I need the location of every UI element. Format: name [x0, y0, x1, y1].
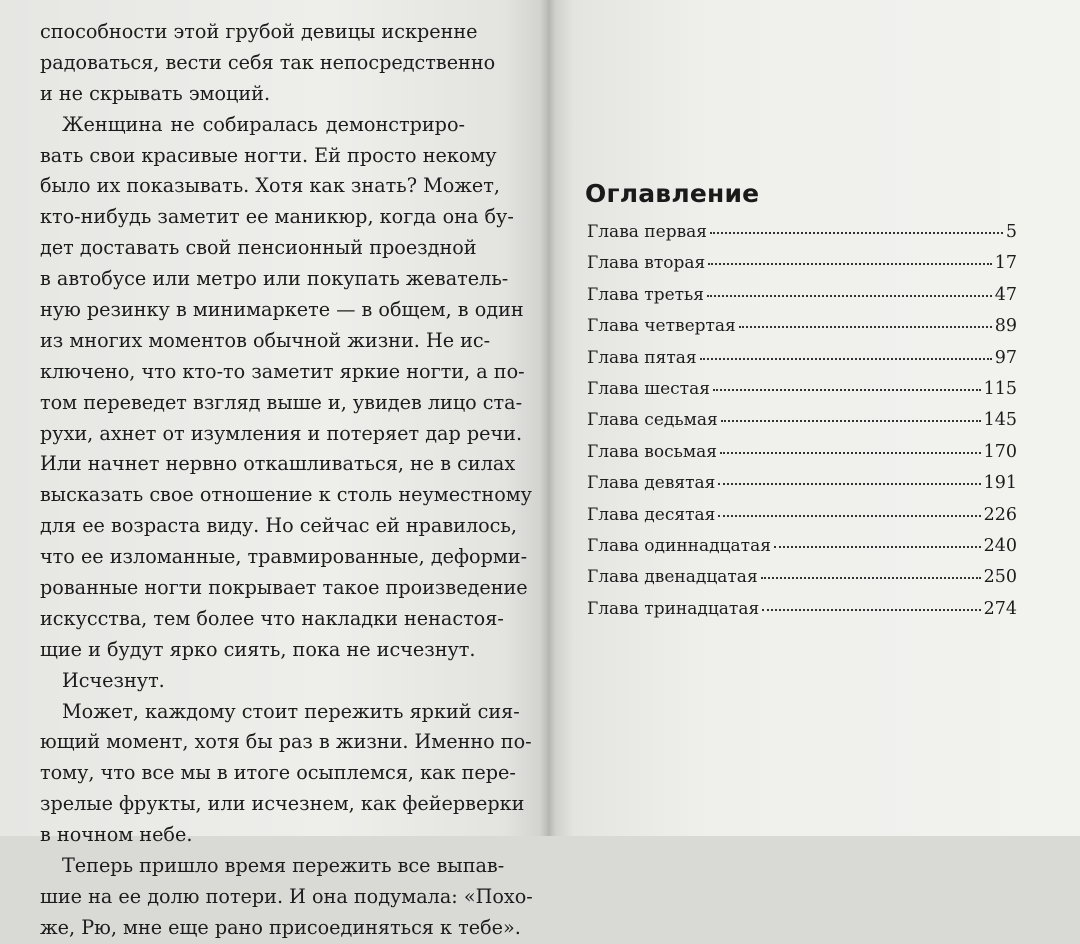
toc-entry-page: 170: [983, 441, 1017, 462]
toc-entry: [587, 505, 1017, 536]
text-line: Исчезнут.: [62, 668, 165, 692]
text-line: Может, каждому стоит пережить яркий сия-: [62, 699, 520, 723]
toc-leader-dots: [700, 357, 992, 360]
toc-entry: [587, 442, 1017, 473]
toc-leader-dots: [761, 576, 981, 579]
text-line: тому, что все мы в итоге осыплемся, как пере-: [40, 761, 516, 785]
text-line: же, Рю, мне еще рано присоединяться к тебе».: [40, 915, 521, 939]
toc-leader-dots: [762, 608, 980, 611]
toc-entry: [587, 473, 1017, 504]
text-line: Или начнет нервно откашливаться, не в силах: [40, 452, 516, 476]
toc-entry-label: Глава одиннадцатая: [587, 535, 771, 556]
toc-entry-label: Глава шестая: [587, 378, 710, 399]
text-line: из многих моментов обычной жизни. Не ис-: [40, 328, 491, 352]
text-line: искусства, тем более что накладки ненастоя-: [40, 606, 504, 630]
toc-entry-page: 17: [994, 253, 1017, 274]
toc-leader-dots: [708, 262, 991, 265]
toc-entry-page: 274: [983, 598, 1017, 619]
toc-entry: [587, 253, 1017, 284]
text-line: вать свои красивые ногти. Ей просто некому: [40, 143, 497, 167]
toc-entry: [587, 285, 1017, 316]
toc-entry-label: Глава вторая: [587, 253, 706, 274]
toc-entry-label: Глава первая: [587, 222, 708, 242]
text-line: рухи, ахнет от изумления и потеряет дар речи.: [40, 421, 523, 445]
toc-leader-dots: [713, 388, 981, 391]
text-line: Женщина не собиралась демонстриро-: [62, 112, 465, 136]
toc-list: [587, 222, 1017, 630]
toc-entry-label: Глава четвертая: [587, 316, 736, 337]
toc-entry-label: Глава девятая: [587, 473, 716, 494]
toc-leader-dots: [710, 231, 1003, 234]
text-line: способности этой грубой девицы искренне: [40, 20, 478, 43]
toc-title: Оглавление: [585, 179, 760, 208]
text-line: зрелые фрукты, или исчезнем, как фейерверки: [40, 792, 525, 816]
toc-entry-label: Глава тринадцатая: [587, 598, 760, 619]
body-text: [40, 17, 533, 944]
text-line: кто-нибудь заметит ее маникюр, когда она бу-: [40, 205, 514, 229]
toc-entry-label: Глава третья: [587, 284, 705, 305]
text-line: и не скрывать эмоций.: [40, 81, 271, 105]
toc-entry-label: Глава пятая: [587, 347, 697, 368]
toc-leader-dots: [721, 419, 981, 422]
text-line: что ее изломанные, травмированные, деформи-: [40, 545, 528, 569]
toc-entry: [587, 410, 1017, 441]
toc-entry-page: 47: [994, 284, 1017, 305]
toc-entry-page: 250: [983, 567, 1017, 588]
text-line: щие и будут ярко сиять, пока не исчезнут.: [40, 637, 476, 661]
toc-leader-dots: [739, 325, 992, 328]
toc-entry: [587, 567, 1017, 598]
text-line: ключено, что кто-то заметит яркие ногти, а по-: [40, 359, 525, 383]
text-line: ную резинку в минимаркете — в общем, в один: [40, 298, 524, 322]
text-line: рованные ногти покрывает такое произведение: [40, 576, 528, 600]
toc-entry-page: 226: [983, 504, 1017, 525]
toc-entry: [587, 316, 1017, 347]
toc-entry: [587, 348, 1017, 379]
text-line: радоваться, вести себя так непосредственно: [40, 50, 496, 74]
text-line: том переведет взгляд выше и, увидев лицо ста-: [40, 390, 523, 414]
text-line: шие на ее долю потери. И она подумала: «Похо-: [40, 884, 533, 908]
text-line: высказать свое отношение к столь неуместному: [40, 483, 532, 507]
book-gutter: [540, 0, 556, 836]
toc-leader-dots: [718, 514, 980, 517]
toc-entry: [587, 599, 1017, 630]
toc-leader-dots: [720, 451, 981, 454]
text-line: для ее возраста виду. Но сейчас ей нравилось,: [40, 514, 517, 538]
toc-entry-label: Глава десятая: [587, 504, 716, 525]
toc-entry-page: 5: [1005, 222, 1017, 242]
toc-leader-dots: [707, 294, 992, 297]
toc-leader-dots: [774, 545, 981, 548]
toc-entry: [587, 222, 1017, 253]
text-line: в автобусе или метро или покупать жеватель-: [40, 267, 509, 291]
toc-entry-label: Глава седьмая: [587, 410, 718, 431]
text-line: было их показывать. Хотя как знать? Может,: [40, 174, 500, 198]
text-line: дет доставать свой пенсионный проездной: [40, 236, 477, 260]
toc-entry-page: 115: [983, 378, 1017, 399]
toc-entry-label: Глава восьмая: [587, 441, 717, 462]
toc-entry-page: 97: [994, 347, 1017, 368]
toc-entry-page: 191: [983, 473, 1017, 494]
toc-entry: [587, 536, 1017, 567]
toc-entry-page: 89: [994, 316, 1017, 337]
toc-leader-dots: [718, 482, 980, 485]
text-line: в ночном небе.: [40, 823, 193, 847]
toc-entry: [587, 379, 1017, 410]
text-line: ющий момент, хотя бы раз в жизни. Именно по-: [40, 730, 532, 754]
toc-entry-page: 240: [983, 535, 1017, 556]
toc-entry-page: 145: [983, 410, 1017, 431]
toc-entry-label: Глава двенадцатая: [587, 567, 758, 588]
text-line: Теперь пришло время пережить все выпав-: [62, 854, 505, 878]
